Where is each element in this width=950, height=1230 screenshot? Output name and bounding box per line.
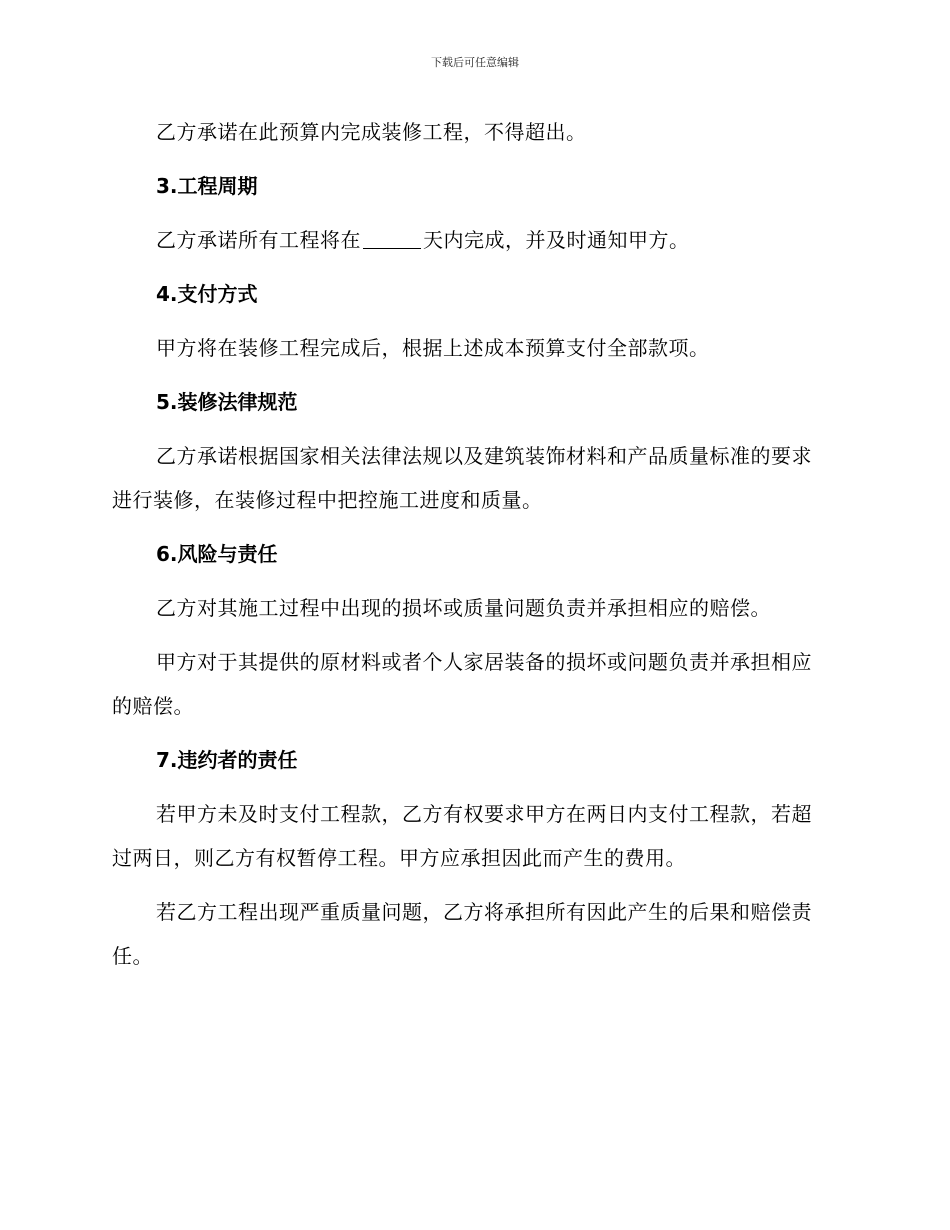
heading-payment-method: 4.支付方式 <box>156 282 258 306</box>
paragraph-payment-method: 甲方将在装修工程完成后，根据上述成本预算支付全部款项。 <box>156 336 710 360</box>
days-blank-field <box>363 228 421 249</box>
page-header: 下载后可任意编辑 <box>431 56 519 69</box>
paragraph-legal-standards: 乙方承诺根据国家相关法律法规以及建筑装饰材料和产品质量标准的要求进行装修，在装修过程中把控施工进度和质量。 <box>112 444 812 512</box>
heading-project-period: 3.工程周期 <box>156 174 258 198</box>
paragraph-project-period <box>112 218 832 262</box>
paragraph-breach-owner: 若甲方未及时支付工程款，乙方有权要求甲方在两日内支付工程款，若超过两日，则乙方有权暂停工程。甲方应承担因此而产生的费用。 <box>112 802 812 870</box>
paragraph-risk-owner: 甲方对于其提供的原材料或者个人家居装备的损坏或问题负责并承担相应的赔偿。 <box>112 650 812 718</box>
period-text-after: 天内完成，并及时通知甲方。 <box>423 228 690 252</box>
heading-breach-liability: 7.违约者的责任 <box>156 748 298 772</box>
document-body <box>112 110 832 988</box>
heading-legal-standards: 5.装修法律规范 <box>156 390 298 414</box>
heading-risk-liability: 6.风险与责任 <box>156 542 278 566</box>
paragraph-risk-contractor: 乙方对其施工过程中出现的损坏或质量问题负责并承担相应的赔偿。 <box>156 596 771 620</box>
paragraph-budget: 乙方承诺在此预算内完成装修工程，不得超出。 <box>156 120 587 144</box>
period-text-before: 乙方承诺所有工程将在 <box>156 228 361 252</box>
paragraph-breach-contractor: 若乙方工程出现严重质量问题，乙方将承担所有因此产生的后果和赔偿责任。 <box>112 900 812 968</box>
